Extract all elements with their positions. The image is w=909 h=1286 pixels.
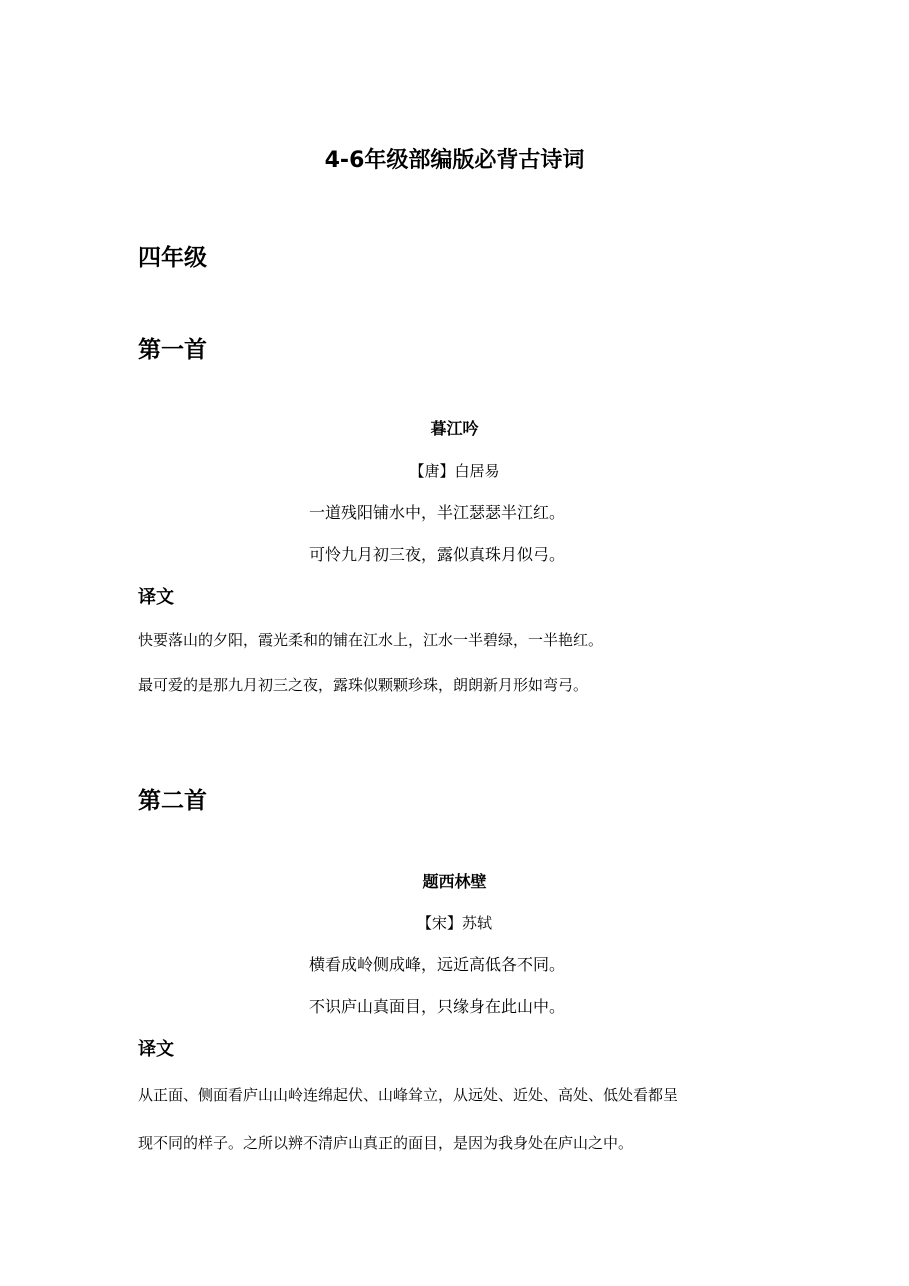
poem-title: 暮江吟 (430, 419, 479, 438)
page-title: 4-6年级部编版必背古诗词 (324, 148, 585, 173)
translation-label: 译文 (138, 587, 174, 608)
poem-line: 横看成岭侧成峰，远近高低各不同。 (309, 955, 566, 974)
poem-line: 不识庐山真面目，只缘身在此山中。 (309, 997, 566, 1016)
poem-number: 第一首 (138, 337, 207, 363)
poem-line: 一道残阳铺水中，半江瑟瑟半江红。 (309, 503, 566, 522)
poem-author: 【唐】白居易 (409, 462, 500, 480)
poem-author: 【宋】苏轼 (416, 914, 492, 932)
translation-label: 译文 (138, 1039, 174, 1060)
poem-number: 第二首 (138, 788, 207, 814)
poem-line: 可怜九月初三夜，露似真珠月似弓。 (309, 545, 566, 564)
translation-line: 最可爱的是那九月初三之夜，露珠似颗颗珍珠，朗朗新月形如弯弓。 (138, 676, 589, 694)
translation-line: 从正面、侧面看庐山山岭连绵起伏、山峰耸立，从远处、近处、高处、低处看都呈 (138, 1086, 679, 1104)
grade-heading: 四年级 (138, 245, 207, 271)
translation-line: 快要落山的夕阳，霞光柔和的铺在江水上，江水一半碧绿，一半艳红。 (138, 631, 604, 649)
translation-line: 现不同的样子。之所以辨不清庐山真正的面目，是因为我身处在庐山之中。 (138, 1134, 634, 1152)
poem-title: 题西林壁 (422, 872, 487, 891)
